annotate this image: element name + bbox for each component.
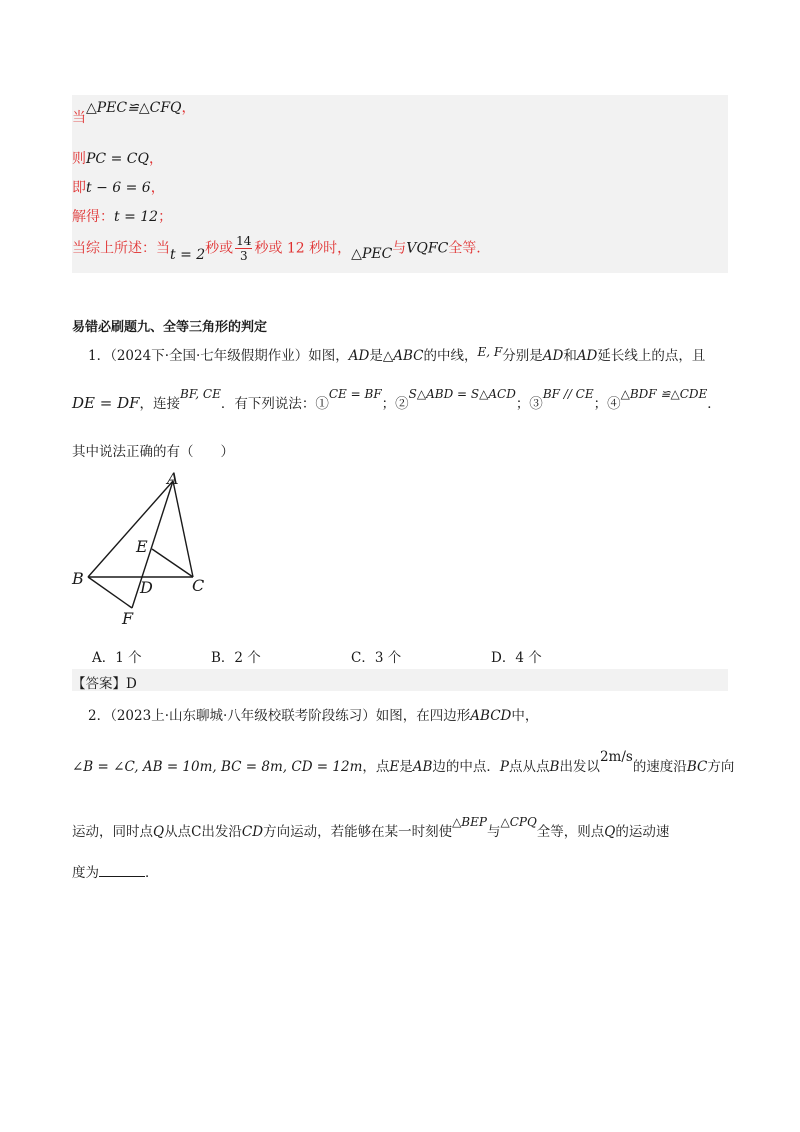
label-b: B: [72, 569, 84, 588]
segment-bf: [88, 577, 132, 608]
answer-blank[interactable]: [99, 864, 145, 877]
option-c[interactable]: C．3 个: [351, 650, 402, 666]
edge-ac: [173, 481, 193, 577]
option-b[interactable]: B．2 个: [211, 650, 261, 666]
section-heading: 易错必刷题九、全等三角形的判定: [72, 320, 268, 335]
q1-line-2: DE = DF，连接BF, CE．有下列说法：①CE = BF；②S△ABD = S△ACD；③BF // CE；④△BDF ≌△CDE．: [72, 387, 721, 412]
solution-line-5: 当综上所述：当t = 2秒或 $\frac{14}{3}$ 秒或 12 秒时，△PEC与VQFC全等.: [72, 234, 481, 263]
q2-line-4: 度为 ．: [72, 865, 159, 881]
label-d: D: [140, 578, 153, 597]
option-a[interactable]: A．1 个: [92, 650, 142, 666]
edge-ab: [88, 481, 173, 577]
q2-line-2: ∠B = ∠C, AB = 10m, BC = 8m, CD = 12m，点E是AB边的中点．P点从点B出发以2m/s的速度沿BC方向: [72, 749, 735, 775]
solution-line-4: 解得：t = 12；: [72, 209, 173, 225]
solution-line-1: 当△PEC≌△CFQ，: [72, 100, 196, 126]
q1-line-3: 其中说法正确的有（ ）: [72, 444, 234, 460]
answer-bar: [72, 669, 728, 691]
solution-line-3: 即t − 6 = 6，: [72, 180, 165, 196]
q1-line-1: 1．（2024下·全国·七年级假期作业）如图，AD是△ABC的中线，E, F分别是AD和AD延长线上的点，且: [88, 345, 706, 364]
q1-answer: 【答案】D: [72, 676, 137, 692]
q2-line-3: 运动，同时点Q从点C出发沿CD方向运动，若能够在某一时刻使△BEP与△CPQ全等，则点Q的运动速: [72, 815, 670, 840]
q2-line-1: 2．（2023上·山东聊城·八年级校联考阶段练习）如图，在四边形ABCD中，: [88, 708, 539, 724]
fraction-14-3: $\frac{14}{3}$: [236, 234, 252, 263]
solution-line-2: 则PC = CQ，: [72, 151, 163, 167]
label-e: E: [136, 537, 148, 556]
triangle-figure: [68, 468, 218, 630]
congruence-expr: △PEC≌△CFQ: [86, 100, 182, 116]
label-f: F: [122, 609, 134, 628]
label-c: C: [192, 576, 205, 595]
segment-ce: [152, 549, 193, 577]
label-a: A: [167, 469, 179, 488]
option-d[interactable]: D．4 个: [491, 650, 542, 666]
